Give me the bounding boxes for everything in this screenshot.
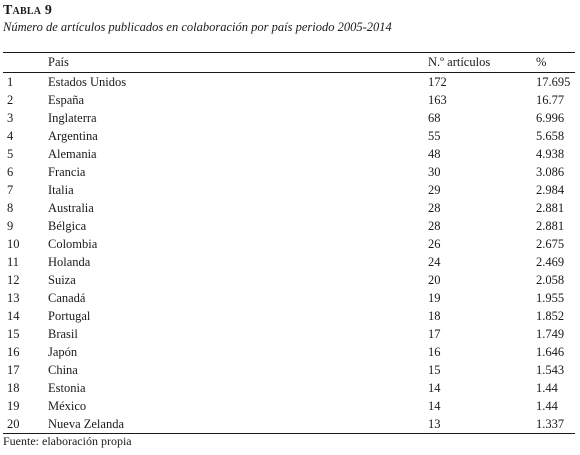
row-percent: 1.749	[536, 327, 565, 341]
row-country: Colombia	[48, 237, 98, 251]
row-country: México	[48, 399, 87, 413]
row-country: Portugal	[48, 309, 91, 323]
row-country: Suiza	[48, 273, 76, 287]
row-index: 12	[7, 273, 20, 287]
table-source-note: Fuente: elaboración propia	[3, 434, 132, 448]
row-index: 7	[7, 183, 14, 197]
row-percent: 1.852	[536, 309, 565, 323]
row-count: 14	[428, 399, 441, 413]
table-row	[3, 361, 575, 379]
row-count: 18	[428, 309, 441, 323]
row-percent: 2.469	[536, 255, 565, 269]
row-count: 26	[428, 237, 441, 251]
row-percent: 1.955	[536, 291, 565, 305]
row-index: 9	[7, 219, 14, 233]
row-percent: 1.44	[536, 399, 558, 413]
row-index: 2	[7, 93, 14, 107]
data-table	[3, 52, 575, 434]
row-index: 8	[7, 201, 14, 215]
table-row	[3, 91, 575, 109]
row-count: 19	[428, 291, 441, 305]
document-page	[3, 3, 577, 448]
header-index	[3, 53, 48, 73]
table-row	[3, 271, 575, 289]
row-index: 1	[7, 75, 14, 89]
row-country: Estados Unidos	[48, 75, 127, 89]
row-count: 17	[428, 327, 441, 341]
table-row	[3, 181, 575, 199]
row-count: 29	[428, 183, 441, 197]
row-index: 19	[7, 399, 20, 413]
table-row	[3, 289, 575, 307]
row-country: Nueva Zelanda	[48, 417, 125, 431]
row-percent: 1.337	[536, 417, 565, 431]
row-index: 5	[7, 147, 14, 161]
row-count: 28	[428, 219, 441, 233]
header-count: N.º artículos	[428, 55, 491, 69]
row-index: 3	[7, 111, 14, 125]
table-row	[3, 145, 575, 163]
row-percent: 17.695	[536, 75, 571, 89]
table-body	[3, 73, 575, 434]
header-country: País	[48, 55, 69, 69]
row-index: 17	[7, 363, 20, 377]
row-count: 30	[428, 165, 441, 179]
row-index: 20	[7, 417, 20, 431]
row-country: Australia	[48, 201, 94, 215]
row-count: 14	[428, 381, 441, 395]
row-count: 48	[428, 147, 441, 161]
row-country: Estonia	[48, 381, 86, 395]
row-country: Francia	[48, 165, 86, 179]
table-caption-label: Tabla	[3, 3, 42, 18]
table-row	[3, 163, 575, 181]
row-percent: 16.77	[536, 93, 565, 107]
row-percent: 1.44	[536, 381, 558, 395]
row-index: 10	[7, 237, 20, 251]
table-row	[3, 379, 575, 397]
table-caption	[3, 3, 577, 19]
row-percent: 3.086	[536, 165, 565, 179]
row-country: Canadá	[48, 291, 86, 305]
row-country: China	[48, 363, 78, 377]
row-percent: 2.881	[536, 201, 565, 215]
header-percent: %	[536, 55, 547, 69]
row-country: Bélgica	[48, 219, 87, 233]
row-percent: 5.658	[536, 129, 565, 143]
row-percent: 1.646	[536, 345, 565, 359]
row-country: Alemania	[48, 147, 97, 161]
row-country: Japón	[48, 345, 78, 359]
row-count: 163	[428, 93, 447, 107]
table-row	[3, 307, 575, 325]
row-index: 4	[7, 129, 14, 143]
table-row	[3, 325, 575, 343]
table-subtitle: Número de artículos publicados en colaboración por país periodo 2005-2014	[3, 20, 392, 34]
row-index: 16	[7, 345, 20, 359]
row-count: 13	[428, 417, 441, 431]
row-count: 16	[428, 345, 441, 359]
row-percent: 1.543	[536, 363, 565, 377]
row-country: Argentina	[48, 129, 98, 143]
table-row	[3, 199, 575, 217]
table-row	[3, 415, 575, 434]
row-percent: 6.996	[536, 111, 565, 125]
table-row	[3, 253, 575, 271]
row-country: Holanda	[48, 255, 91, 269]
table-row	[3, 127, 575, 145]
row-percent: 2.881	[536, 219, 565, 233]
row-count: 20	[428, 273, 441, 287]
table-header	[3, 53, 575, 73]
table-row	[3, 235, 575, 253]
row-count: 55	[428, 129, 441, 143]
row-country: Inglaterra	[48, 111, 97, 125]
row-index: 18	[7, 381, 20, 395]
table-caption-number: 9	[44, 3, 53, 18]
row-country: Brasil	[48, 327, 78, 341]
table-row	[3, 109, 575, 127]
header-row	[3, 53, 575, 73]
row-index: 14	[7, 309, 20, 323]
row-percent: 2.984	[536, 183, 565, 197]
table-row	[3, 217, 575, 235]
row-index: 11	[7, 255, 20, 269]
row-percent: 4.938	[536, 147, 565, 161]
row-country: España	[48, 93, 85, 107]
table-row	[3, 397, 575, 415]
row-country: Italia	[48, 183, 74, 197]
row-count: 68	[428, 111, 441, 125]
row-percent: 2.675	[536, 237, 565, 251]
row-count: 24	[428, 255, 441, 269]
row-count: 172	[428, 75, 447, 89]
row-index: 13	[7, 291, 20, 305]
table-row	[3, 73, 575, 92]
row-index: 6	[7, 165, 14, 179]
row-count: 15	[428, 363, 441, 377]
table-row	[3, 343, 575, 361]
row-count: 28	[428, 201, 441, 215]
row-percent: 2.058	[536, 273, 565, 287]
row-index: 15	[7, 327, 20, 341]
